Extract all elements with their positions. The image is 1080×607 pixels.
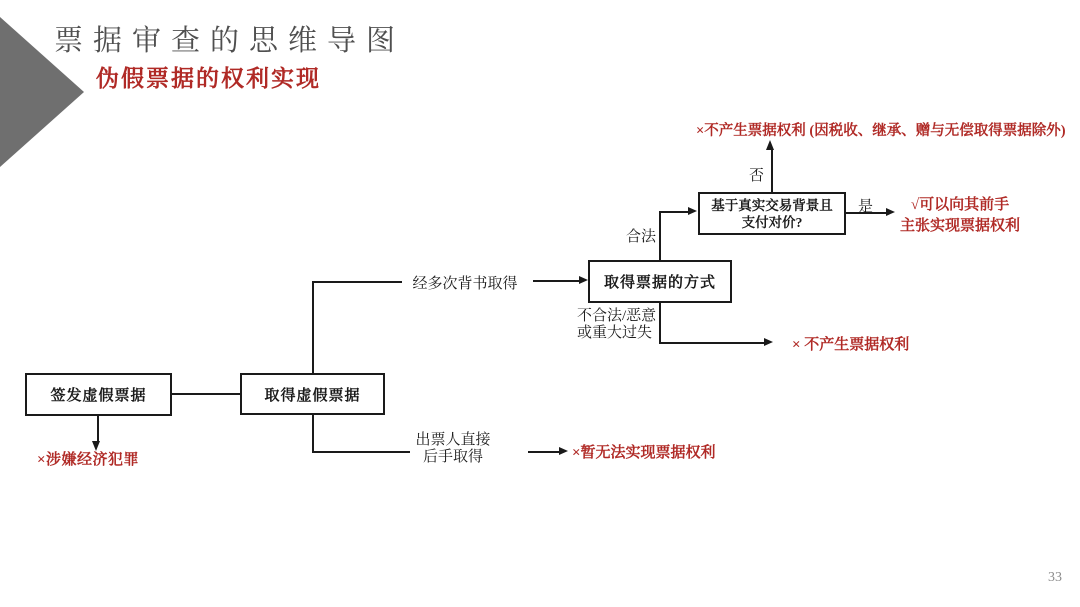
connector-line <box>170 393 240 395</box>
connector-line <box>312 451 410 453</box>
connector-line <box>659 211 688 213</box>
connector-line <box>312 281 402 283</box>
outcome-can-claim-right <box>880 195 1040 237</box>
node-issue-fake-bill <box>25 373 172 416</box>
edge-label-no: 否 <box>749 168 765 184</box>
node-transaction-background <box>698 192 846 235</box>
edge-label-direct-successor <box>408 432 498 466</box>
edge-label-direct-line2: 后手取得 <box>422 449 483 465</box>
node-label-line2: 支付对价? <box>741 214 803 230</box>
connector-line <box>771 150 773 192</box>
edge-label-endorsement: 经多次背书取得 <box>412 276 518 292</box>
page-subtitle: 伪假票据的权利实现 <box>96 66 321 91</box>
arrowhead-right-icon <box>688 207 697 215</box>
edge-label-legal: 合法 <box>626 229 657 245</box>
node-label: 签发虚假票据 <box>50 388 147 404</box>
arrowhead-right-icon <box>764 338 773 346</box>
node-obtain-fake-bill <box>240 373 385 415</box>
node-label-line1: 基于真实交易背景且 <box>711 197 833 213</box>
connector-line <box>659 342 764 344</box>
connector-line <box>659 303 661 343</box>
edge-label-direct-line1: 出票人直接 <box>415 432 491 448</box>
edge-label-illegal <box>577 308 656 342</box>
outcome-can-claim-line2: 主张实现票据权利 <box>899 218 1020 234</box>
edge-label-yes: 是 <box>858 199 874 215</box>
connector-line <box>312 281 314 373</box>
page-title: 票据审查的思维导图 <box>54 25 406 57</box>
outcome-can-claim-line1: √可以向其前手 <box>910 197 1010 213</box>
arrowhead-up-icon <box>766 140 774 150</box>
connector-line <box>97 416 99 441</box>
arrowhead-right-icon <box>579 276 588 284</box>
outcome-temporarily-no-right: ×暂无法实现票据权利 <box>572 445 716 461</box>
node-acquisition-method <box>588 260 732 303</box>
arrowhead-right-icon <box>559 447 568 455</box>
connector-line <box>659 212 661 260</box>
connector-line <box>533 280 579 282</box>
outcome-no-right: × 不产生票据权利 <box>792 337 910 353</box>
connector-line <box>312 415 314 452</box>
outcome-economic-crime: ×涉嫌经济犯罪 <box>37 452 140 468</box>
edge-label-illegal-line1: 不合法/恶意 <box>577 308 657 324</box>
connector-line <box>528 451 559 453</box>
edge-label-illegal-line2: 或重大过失 <box>577 325 653 341</box>
outcome-no-right-with-exceptions: ×不产生票据权利 (因税收、继承、赠与无偿取得票据除外) <box>696 123 1066 139</box>
node-label: 取得票据的方式 <box>603 275 716 291</box>
page-number: 33 <box>1048 570 1062 585</box>
node-label: 取得虚假票据 <box>264 387 361 404</box>
